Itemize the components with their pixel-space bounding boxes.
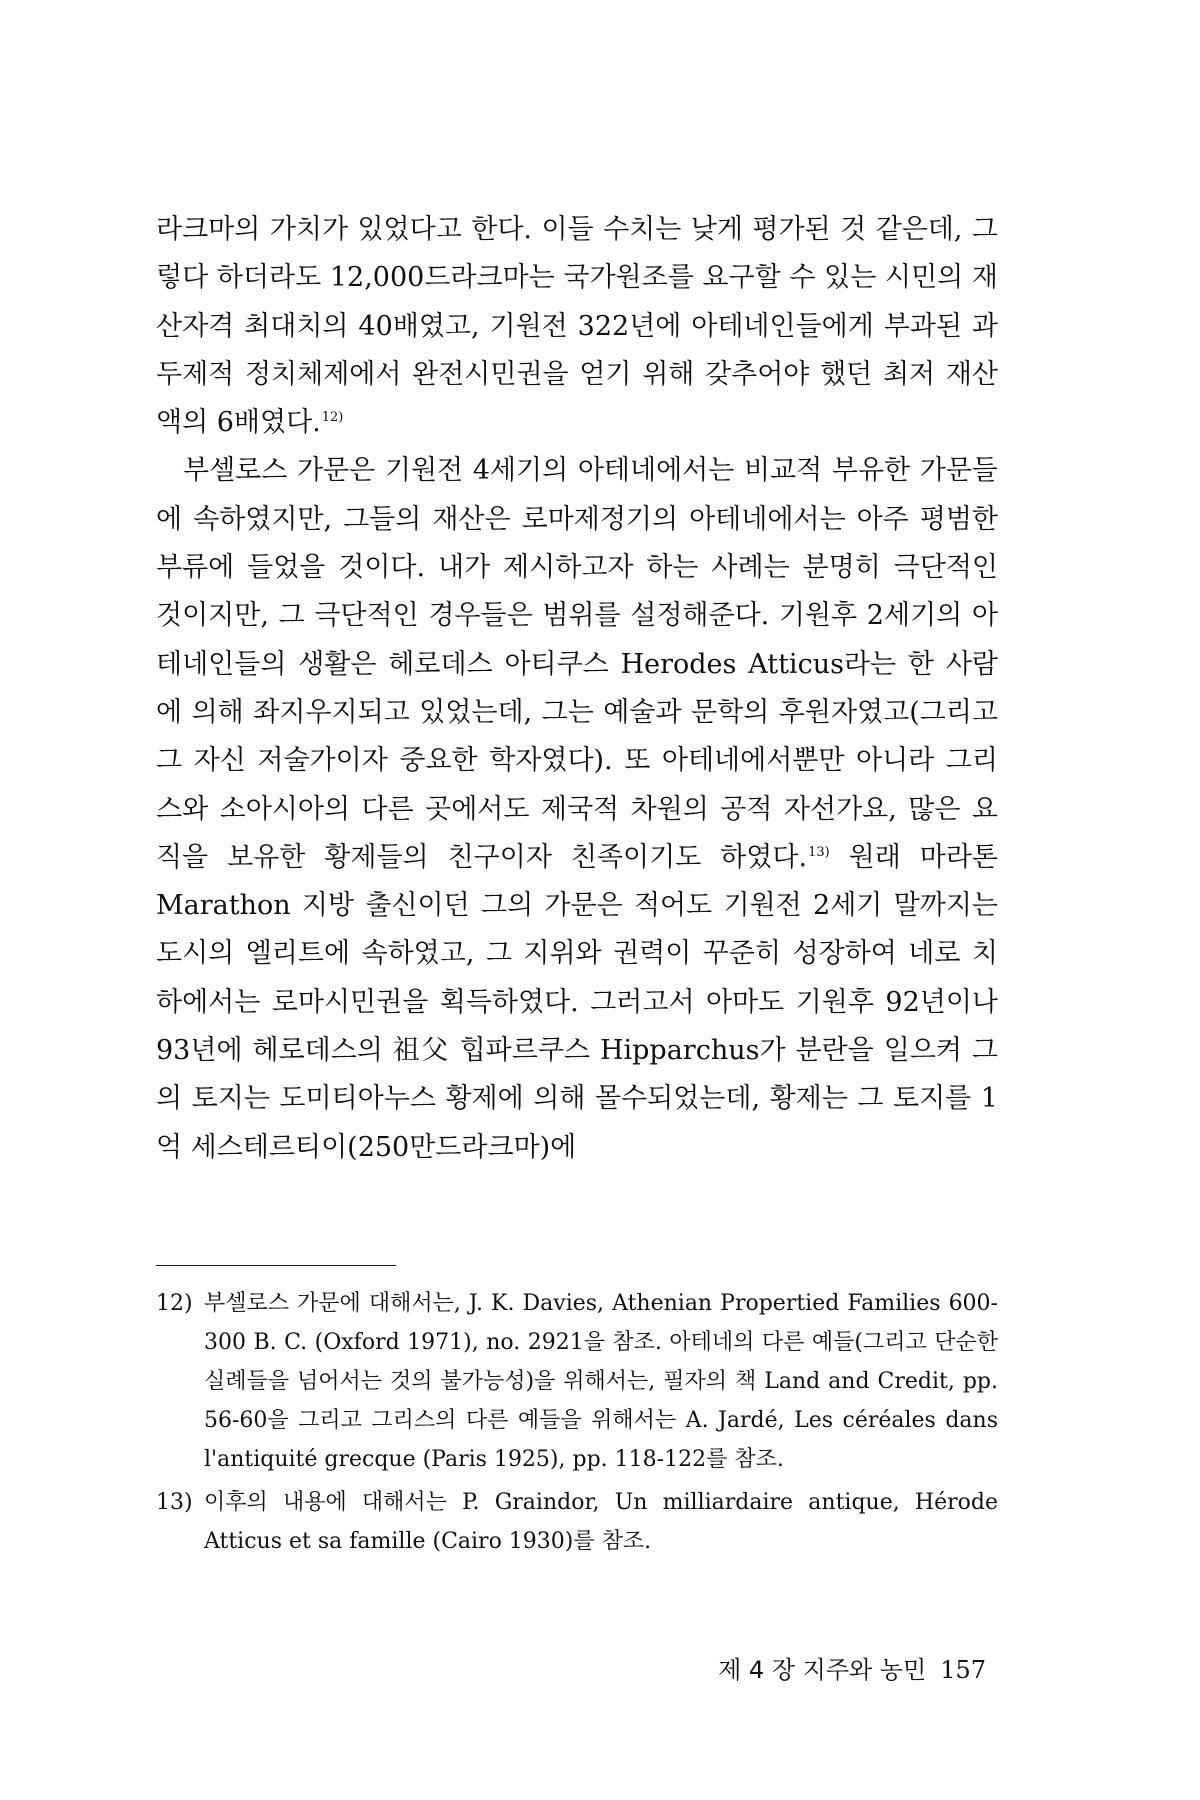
chapter-title: 제 4 장 지주와 농민 — [718, 1656, 927, 1684]
paragraph-1-text: 라크마의 가치가 있었다고 한다. 이들 수치는 낮게 평가된 것 같은데, 그렇다 하더라도 12,000드라크마는 국가원조를 요구할 수 있는 시민의 재산자격 최대치의 40배였고, 기원전 322년에 아테네인들에게 부과된 과두제적 정치체제에서 완전시민권을 얻기 위해 갖추어야 했던 최저 재산액의 6배였다. — [156, 214, 998, 439]
page-number: 157 — [940, 1656, 986, 1684]
footnote-ref-13[interactable]: 13) — [808, 844, 830, 860]
footnote-ref-12[interactable]: 12) — [321, 410, 344, 426]
footnote-text: 이후의 내용에 대해서는 P. Graindor, Un milliardaire antique, Hérode Atticus et sa famille (Cairo 1930)를 참조. — [204, 1490, 998, 1554]
footnote-12 — [156, 1284, 998, 1479]
paragraph-1 — [156, 206, 998, 447]
paragraph-2-text-b: 원래 마라톤 Marathon 지방 출신이던 그의 가문은 적어도 기원전 2세기 말까지는 도시의 엘리트에 속하였고, 그 지위와 권력이 꾸준히 성장하여 네로 치하에서는 로마시민권을 획득하였다. 그러고서 아마도 기원후 92년이나 93년에 헤로데스의 祖父 힙파르쿠스 Hipparchus가 분란을 일으켜 그의 토지는 도미티아누스 황제에 의해 몰수되었는데, 황제는 그 토지를 1억 세스테르티이(250만드라크마)에 — [156, 841, 998, 1163]
footnote-number: 13) — [156, 1490, 193, 1515]
footnote-divider — [156, 1265, 396, 1266]
main-text — [156, 206, 998, 1172]
running-footer — [718, 1650, 986, 1685]
footnote-number: 12) — [156, 1291, 193, 1316]
paragraph-2 — [156, 447, 998, 1171]
footnotes — [156, 1284, 998, 1561]
paragraph-2-text-a: 부셀로스 가문은 기원전 4세기의 아테네에서는 비교적 부유한 가문들에 속하였지만, 그들의 재산은 로마제정기의 아테네에서는 아주 평범한 부류에 들었을 것이다. 내가 제시하고자 하는 사례는 분명히 극단적인 것이지만, 그 극단적인 경우들은 범위를 설정해준다. 기원후 2세기의 아테네인들의 생활은 헤로데스 아티쿠스 Herodes Atticus라는 한 사람에 의해 좌지우지되고 있었는데, 그는 예술과 문학의 후원자였고(그리고 그 자신 저술가이자 중요한 학자였다). 또 아테네에서뿐만 아니라 그리스와 소아시아의 다른 곳에서도 제국적 차원의 공적 자선가요, 많은 요직을 보유한 황제들의 친구이자 친족이기도 하였다. — [156, 455, 998, 873]
footnote-13 — [156, 1483, 998, 1561]
footnote-text: 부셀로스 가문에 대해서는, J. K. Davies, Athenian Propertied Families 600-300 B. C. (Oxford 1971), no. 2921을 참조. 아테네의 다른 예들(그리고 단순한 실례들을 넘어서는 것의 불가능성)을 위해서는, 필자의 책 Land and Credit, pp. 56-60을 그리고 그리스의 다른 예들을 위해서는 A. Jardé, Les céréales dans l'antiquité grecque (Paris 1925), pp. 118-122를 참조. — [204, 1291, 998, 1472]
